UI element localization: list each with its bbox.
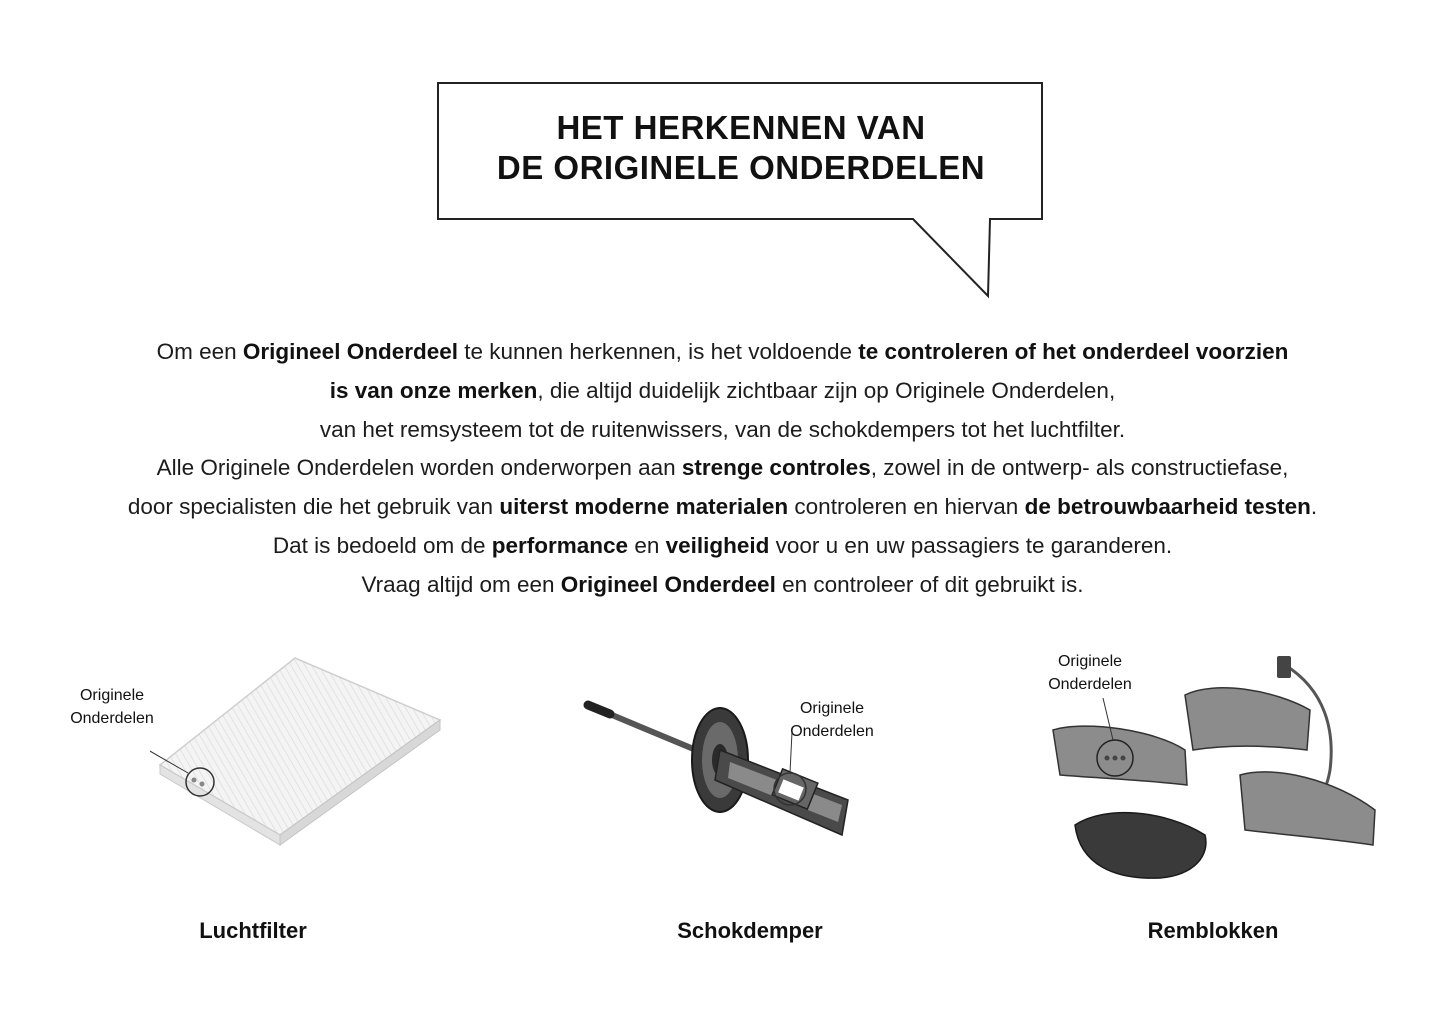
plain-text: Dat is bedoeld om de xyxy=(272,532,492,558)
plain-text: voor u en uw passagiers te garanderen. xyxy=(769,532,1173,558)
paragraph-line xyxy=(60,488,1385,527)
callout-brake-line1: Originele xyxy=(1057,653,1123,670)
plain-text: van het remsysteem tot de ruitenwissers, van de schokdempers tot het luchtfilter. xyxy=(319,416,1126,442)
paragraph-line xyxy=(60,411,1385,450)
title-line-2: DE ORIGINELE ONDERDELEN xyxy=(496,149,986,186)
air-filter-icon xyxy=(150,650,450,850)
plain-text: Alle Originele Onderdelen worden onderworpen aan xyxy=(156,455,682,481)
callout-filter-line1: Originele xyxy=(79,687,145,704)
callout-filter-line2: Onderdelen xyxy=(70,710,154,727)
paragraph-line xyxy=(60,372,1385,411)
callout-shock xyxy=(776,697,888,743)
plain-text: en xyxy=(628,532,666,558)
plain-text: door specialisten die het gebruik van xyxy=(127,494,500,520)
emphasis-text: Origineel Onderdeel xyxy=(560,571,776,597)
emphasis-text: strenge controles xyxy=(681,455,871,481)
plain-text: , die altijd duidelijk zichtbaar zijn op Originele Onderdelen, xyxy=(537,377,1116,403)
caption-shock: Schokdemper xyxy=(677,918,823,943)
emphasis-text: uiterst moderne materialen xyxy=(499,494,789,520)
plain-text: , zowel in de ontwerp- als constructiefase, xyxy=(870,455,1289,481)
callout-shock-line1: Originele xyxy=(799,700,865,717)
callout-shock-line2: Onderdelen xyxy=(790,723,874,740)
emphasis-text: veiligheid xyxy=(665,532,770,558)
plain-text: Om een xyxy=(156,339,243,364)
emphasis-text: Origineel Onderdeel xyxy=(242,339,458,364)
emphasis-text: de betrouwbaarheid testen xyxy=(1024,494,1311,520)
caption-filter: Luchtfilter xyxy=(199,918,307,943)
callout-filter xyxy=(56,684,168,730)
plain-text: controleren en hiervan xyxy=(788,494,1025,520)
caption-brake: Remblokken xyxy=(1147,918,1279,943)
title-line-1: HET HERKENNEN VAN xyxy=(556,109,926,146)
intro-paragraph xyxy=(60,333,1385,605)
callout-brake xyxy=(1034,650,1146,696)
plain-text: en controleer of dit gebruikt is. xyxy=(775,571,1084,597)
emphasis-text: is van onze merken xyxy=(329,377,538,403)
callout-brake-line2: Onderdelen xyxy=(1048,676,1132,693)
paragraph-line xyxy=(60,566,1385,605)
paragraph-line xyxy=(60,527,1385,566)
paragraph-line xyxy=(60,333,1385,372)
page-title xyxy=(440,108,1042,188)
emphasis-text: performance xyxy=(491,532,629,558)
paragraph-line xyxy=(60,449,1385,488)
plain-text: te kunnen herkennen, is het voldoende xyxy=(457,339,859,364)
plain-text: . xyxy=(1310,494,1318,520)
emphasis-text: te controleren of het onderdeel voorzien xyxy=(858,339,1289,364)
plain-text: Vraag altijd om een xyxy=(361,571,561,597)
